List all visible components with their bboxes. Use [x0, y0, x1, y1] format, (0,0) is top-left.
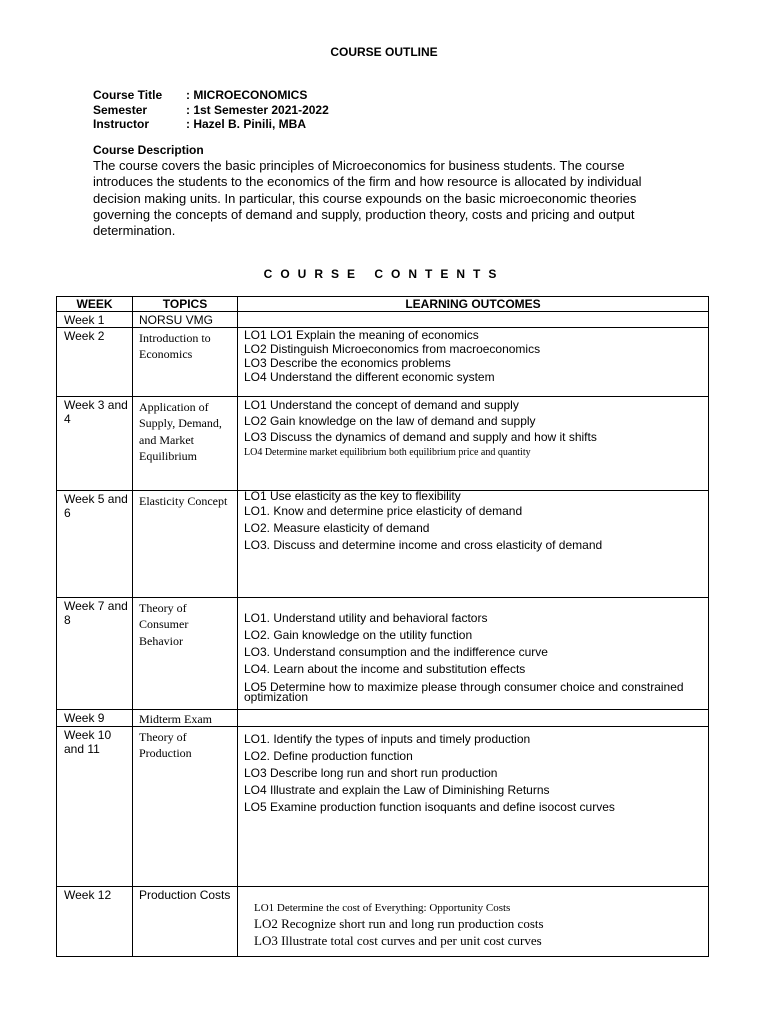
table-row: [57, 397, 709, 491]
outcome-item: LO3 Describe long run and short run production: [244, 766, 498, 780]
description-heading: Course Description: [93, 143, 204, 157]
outcomes-cell: [238, 312, 709, 328]
info-value: : MICROECONOMICS: [186, 88, 308, 102]
week-cell: Week 2: [57, 328, 133, 397]
info-value: : Hazel B. Pinili, MBA: [186, 117, 307, 131]
outcomes-cell: [238, 710, 709, 727]
topic-cell: Production Costs: [133, 887, 238, 957]
week-cell: Week 3 and 4: [57, 397, 133, 491]
topic-cell: Theory of Production: [133, 727, 238, 887]
outcomes-cell: [238, 328, 709, 397]
topic-cell: Application of Supply, Demand, and Market Equilibrium: [133, 397, 238, 491]
table-row: [57, 598, 709, 710]
week-cell: Week 7 and 8: [57, 598, 133, 710]
outcome-item: LO1. Understand utility and behavioral factors: [244, 611, 488, 625]
week-cell: Week 5 and 6: [57, 491, 133, 598]
outcome-item: LO1 Determine the cost of Everything: Opportunity Costs: [254, 902, 511, 914]
outcome-item: LO4 Illustrate and explain the Law of Diminishing Returns: [244, 783, 550, 797]
outcome-item: LO4 Understand the different economic system: [244, 370, 495, 384]
info-label: Course Title: [93, 88, 163, 102]
outcome-item: LO2 Gain knowledge on the law of demand and supply: [244, 414, 536, 428]
outcome-item: LO1 Use elasticity as the key to flexibility: [244, 489, 461, 503]
topic-cell: Elasticity Concept: [133, 491, 238, 598]
outcome-item: LO3 Describe the economics problems: [244, 356, 451, 370]
outcome-item: LO4. Learn about the income and substitution effects: [244, 662, 526, 676]
outcome-item: LO2 Distinguish Microeconomics from macroeconomics: [244, 342, 541, 356]
course-info: [93, 88, 329, 132]
table-row: [57, 491, 709, 598]
course-contents-table: [56, 296, 709, 957]
topic-cell: Midterm Exam: [133, 710, 238, 727]
week-cell: Week 1: [57, 312, 133, 328]
outcome-item: LO5 Examine production function isoquants and define isocost curves: [244, 800, 615, 814]
outcomes-cell: [238, 887, 709, 957]
contents-heading: COURSE CONTENTS: [263, 267, 505, 281]
week-cell: Week 10 and 11: [57, 727, 133, 887]
week-cell: Week 12: [57, 887, 133, 957]
outcome-item: LO1. Identify the types of inputs and timely production: [244, 732, 531, 746]
info-label: Semester: [93, 102, 148, 117]
table-row: [57, 727, 709, 887]
outcome-item: LO3. Understand consumption and the indifference curve: [244, 645, 548, 659]
outcome-item: LO3 Discuss the dynamics of demand and supply and how it shifts: [244, 430, 597, 444]
outcomes-cell: [238, 598, 709, 710]
topic-cell: Introduction to Economics: [133, 328, 238, 397]
table-row: [57, 312, 709, 328]
table-row: [57, 887, 709, 957]
description-text: The course covers the basic principles of Microeconomics for business students. The course introduces the students to the economics of the firm and how resource is allocated by individual decision making units. In particular, this course expounds on the basic microeconomic theories governing the concepts of demand and supply, production theory, costs and pricing and output determination.: [93, 158, 642, 239]
header-week: WEEK: [57, 297, 133, 312]
outcomes-cell: [238, 397, 709, 491]
header-learning-outcomes: LEARNING OUTCOMES: [238, 297, 709, 312]
outcome-item: LO1. Know and determine price elasticity of demand: [244, 504, 523, 518]
table-row: [57, 710, 709, 727]
outcome-item: LO2. Gain knowledge on the utility function: [244, 628, 473, 642]
outcome-item: LO2. Measure elasticity of demand: [244, 521, 430, 535]
document-title: COURSE OUTLINE: [330, 45, 438, 59]
outcome-item: LO3. Discuss and determine income and cross elasticity of demand: [244, 538, 603, 552]
outcome-item: LO1 LO1 Explain the meaning of economics: [244, 328, 479, 342]
table-header-row: [57, 297, 709, 312]
outcome-item: LO2. Define production function: [244, 749, 413, 763]
topic-cell: Theory of Consumer Behavior: [133, 598, 238, 710]
outcome-item: LO5 Determine how to maximize please through consumer choice and constrained optimization: [244, 680, 684, 704]
header-topics: TOPICS: [133, 297, 238, 312]
outcome-item: LO3 Illustrate total cost curves and per unit cost curves: [254, 933, 542, 948]
table-row: [57, 328, 709, 397]
info-row-semester: [93, 103, 329, 118]
outcomes-cell: [238, 727, 709, 887]
info-label: Instructor: [93, 117, 150, 131]
outcome-item: LO4 Determine market equilibrium both equilibrium price and quantity: [244, 447, 531, 458]
info-row-instructor: [93, 117, 329, 132]
info-value: : 1st Semester 2021-2022: [186, 102, 329, 117]
week-cell: Week 9: [57, 710, 133, 727]
topic-cell: NORSU VMG: [133, 312, 238, 328]
info-row-course-title: [93, 88, 329, 103]
outcome-item: LO1 Understand the concept of demand and supply: [244, 398, 519, 412]
outcome-item: LO2 Recognize short run and long run production costs: [254, 916, 544, 931]
outcomes-cell: [238, 491, 709, 598]
